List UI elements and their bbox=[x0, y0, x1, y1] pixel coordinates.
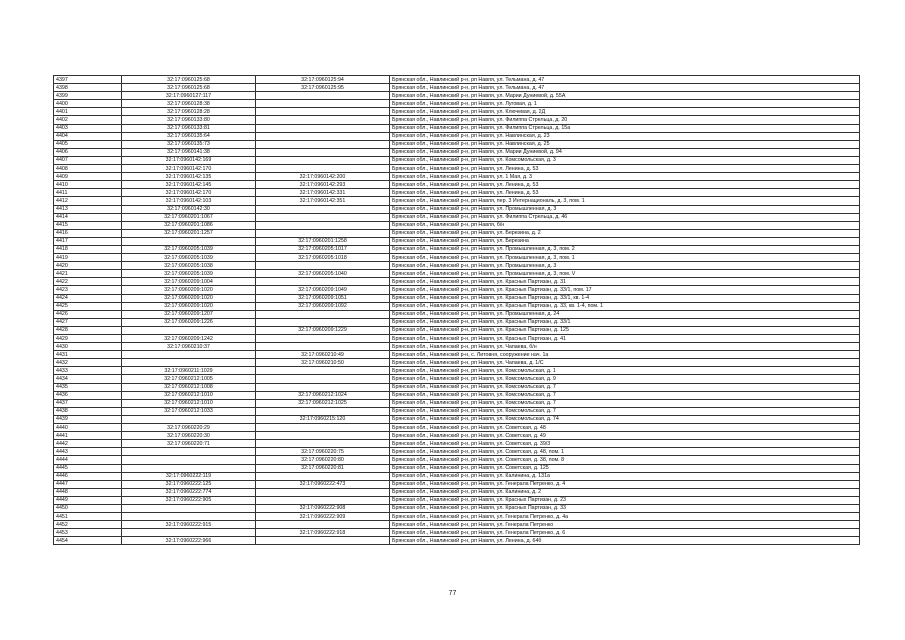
parcel-number-cell: 32:17:0960142:30 bbox=[122, 205, 256, 213]
table-row bbox=[54, 318, 860, 326]
object-number-cell: 32:17:0960125:95 bbox=[256, 84, 390, 92]
row-number-cell: 4408 bbox=[54, 165, 122, 173]
address-cell: Брянская обл., Навлинский р-н, рп Навля, ул. Филиппа Стрельца, д. 46 bbox=[390, 213, 860, 221]
row-number-cell: 4409 bbox=[54, 173, 122, 181]
parcel-number-cell: 32:17:0960205:1039 bbox=[122, 254, 256, 262]
table-row bbox=[54, 351, 860, 359]
address-cell: Брянская обл., Навлинский р-н, рп Навля, ул. Комсомольская, д. 9 bbox=[390, 375, 860, 383]
object-number-cell: 32:17:0960142:293 bbox=[256, 181, 390, 189]
address-cell: Брянская обл., Навлинский р-н, рп Навля, ул. Промышленная, д. 3, пом. 2 bbox=[390, 245, 860, 253]
parcel-number-cell: 32:17:0960128:38 bbox=[122, 100, 256, 108]
parcel-number-cell: 32:17:0960135:73 bbox=[122, 140, 256, 148]
table-row bbox=[54, 100, 860, 108]
parcel-number-cell: 32:17:0960205:1039 bbox=[122, 270, 256, 278]
row-number-cell: 4417 bbox=[54, 237, 122, 245]
parcel-number-cell: 32:17:0960210:37 bbox=[122, 343, 256, 351]
row-number-cell: 4443 bbox=[54, 448, 122, 456]
object-number-cell: 32:17:0960222:473 bbox=[256, 480, 390, 488]
table-row bbox=[54, 181, 860, 189]
parcel-number-cell: 32:17:0960127:117 bbox=[122, 92, 256, 100]
object-number-cell: 32:17:0960215:120 bbox=[256, 415, 390, 423]
parcel-number-cell bbox=[122, 351, 256, 359]
table-row bbox=[54, 270, 860, 278]
address-cell: Брянская обл., Навлинский р-н, рп Навля, ул. Красных Партизан, д. 41 bbox=[390, 335, 860, 343]
parcel-number-cell: 32:17:0960222:774 bbox=[122, 488, 256, 496]
row-number-cell: 4416 bbox=[54, 229, 122, 237]
object-number-cell bbox=[256, 156, 390, 164]
parcel-number-cell: 32:17:0960142:135 bbox=[122, 173, 256, 181]
address-cell: Брянская обл., Навлинский р-н, рп Навля, ул. Калинина, д. 2 bbox=[390, 488, 860, 496]
object-number-cell bbox=[256, 440, 390, 448]
object-number-cell bbox=[256, 367, 390, 375]
row-number-cell: 4410 bbox=[54, 181, 122, 189]
cadastral-table bbox=[53, 75, 860, 545]
row-number-cell: 4414 bbox=[54, 213, 122, 221]
address-cell: Брянская обл., Навлинский р-н, рп Навля, ул. Комсомольская, д. 7 bbox=[390, 383, 860, 391]
parcel-number-cell: 32:17:0960220:71 bbox=[122, 440, 256, 448]
object-number-cell: 32:17:0960201:1258 bbox=[256, 237, 390, 245]
row-number-cell: 4398 bbox=[54, 84, 122, 92]
address-cell: Брянская обл., Навлинский р-н, рп Навля, ул. Красных Партизан, д. 33, кв. 1-4, пом. 1 bbox=[390, 302, 860, 310]
address-cell: Брянская обл., Навлинский р-н, рп Навля, ул. Марии Дуниевой, д. 94 bbox=[390, 148, 860, 156]
address-cell: Брянская обл., Навлинский р-н, рп Навля, ул. 1 Мая, д. 3 bbox=[390, 173, 860, 181]
object-number-cell bbox=[256, 488, 390, 496]
row-number-cell: 4397 bbox=[54, 76, 122, 84]
table-row bbox=[54, 132, 860, 140]
object-number-cell bbox=[256, 229, 390, 237]
address-cell: Брянская обл., Навлинский р-н, рп Навля, ул. Красных Партизан, д. 23 bbox=[390, 496, 860, 504]
object-number-cell bbox=[256, 221, 390, 229]
address-cell: Брянская обл., Навлинский р-н, рп Навля, ул. Ленина, д. 64б bbox=[390, 537, 860, 545]
address-cell: Брянская обл., Навлинский р-н, рп Навля, ул. Тельмана, д. 47 bbox=[390, 76, 860, 84]
row-number-cell: 4405 bbox=[54, 140, 122, 148]
object-number-cell bbox=[256, 521, 390, 529]
parcel-number-cell: 32:17:0960209:1020 bbox=[122, 294, 256, 302]
parcel-number-cell: 32:17:0960201:1067 bbox=[122, 213, 256, 221]
row-number-cell: 4450 bbox=[54, 504, 122, 512]
object-number-cell: 32:17:0960220:75 bbox=[256, 448, 390, 456]
row-number-cell: 4415 bbox=[54, 221, 122, 229]
table-row bbox=[54, 294, 860, 302]
table-row bbox=[54, 76, 860, 84]
object-number-cell: 32:17:0960125:94 bbox=[256, 76, 390, 84]
parcel-number-cell: 32:17:0960142:145 bbox=[122, 181, 256, 189]
parcel-number-cell: 32:17:0960220:29 bbox=[122, 424, 256, 432]
address-cell: Брянская обл., Навлинский р-н, рп Навля, ул. Советская, д. 39/3 bbox=[390, 440, 860, 448]
address-cell: Брянская обл., Навлинский р-н, рп Навля, ул. Березина, д. 2 bbox=[390, 229, 860, 237]
address-cell: Брянская обл., Навлинский р-н, рп Навля, ул. Комсомольская, д. 3 bbox=[390, 156, 860, 164]
object-number-cell: 32:17:0960210:50 bbox=[256, 359, 390, 367]
table-row bbox=[54, 262, 860, 270]
table-row bbox=[54, 343, 860, 351]
address-cell: Брянская обл., Навлинский р-н, рп Навля, ул. Красных Партизан, д. 125 bbox=[390, 326, 860, 334]
row-number-cell: 4453 bbox=[54, 529, 122, 537]
object-number-cell bbox=[256, 262, 390, 270]
address-cell: Брянская обл., Навлинский р-н, рп Навля, ул. Филиппа Стрельца, д. 20 bbox=[390, 116, 860, 124]
row-number-cell: 4432 bbox=[54, 359, 122, 367]
table-row bbox=[54, 156, 860, 164]
address-cell: Брянская обл., Навлинский р-н, рп Навля, ул. Советская, д. 49 bbox=[390, 432, 860, 440]
parcel-number-cell: 32:17:0960222:966 bbox=[122, 537, 256, 545]
object-number-cell bbox=[256, 318, 390, 326]
row-number-cell: 4428 bbox=[54, 326, 122, 334]
address-cell: Брянская обл., Навлинский р-н, рп Навля, ул. Генерала Петренко, д. 4 bbox=[390, 480, 860, 488]
object-number-cell bbox=[256, 424, 390, 432]
row-number-cell: 4448 bbox=[54, 488, 122, 496]
row-number-cell: 4437 bbox=[54, 399, 122, 407]
table-row bbox=[54, 237, 860, 245]
address-cell: Брянская обл., Навлинский р-н, рп Навля, ул. Комсомольская, д. 74 bbox=[390, 415, 860, 423]
table-row bbox=[54, 197, 860, 205]
address-cell: Брянская обл., Навлинский р-н, рп Навля, ул. Красных Партизан, д. 33/1, кв. 1-4 bbox=[390, 294, 860, 302]
address-cell: Брянская обл., Навлинский р-н, рп Навля, ул. Генерала Петренко, д. 4а bbox=[390, 513, 860, 521]
row-number-cell: 4407 bbox=[54, 156, 122, 164]
table-row bbox=[54, 472, 860, 480]
object-number-cell: 32:17:0960142:351 bbox=[256, 197, 390, 205]
table-row bbox=[54, 286, 860, 294]
table-row bbox=[54, 189, 860, 197]
page-number: 77 bbox=[448, 590, 457, 597]
row-number-cell: 4447 bbox=[54, 480, 122, 488]
row-number-cell: 4435 bbox=[54, 383, 122, 391]
address-cell: Брянская обл., Навлинский р-н, рп Навля, ул. Советская, д. 38, пом. 8 bbox=[390, 456, 860, 464]
parcel-number-cell bbox=[122, 415, 256, 423]
parcel-number-cell: 32:17:0960201:1086 bbox=[122, 221, 256, 229]
table-row bbox=[54, 504, 860, 512]
row-number-cell: 4439 bbox=[54, 415, 122, 423]
document-sheet bbox=[53, 75, 859, 545]
table-row bbox=[54, 326, 860, 334]
object-number-cell bbox=[256, 140, 390, 148]
object-number-cell bbox=[256, 148, 390, 156]
address-cell: Брянская обл., Навлинский р-н, рп Навля, ул. Березина bbox=[390, 237, 860, 245]
row-number-cell: 4449 bbox=[54, 496, 122, 504]
object-number-cell bbox=[256, 116, 390, 124]
parcel-number-cell: 32:17:0960212:1010 bbox=[122, 391, 256, 399]
address-cell: Брянская обл., Навлинский р-н, рп Навля, ул. Красных Партизан, д. 33/1, пом. 17 bbox=[390, 286, 860, 294]
row-number-cell: 4423 bbox=[54, 286, 122, 294]
object-number-cell bbox=[256, 537, 390, 545]
parcel-number-cell: 32:17:0960212:1010 bbox=[122, 399, 256, 407]
parcel-number-cell: 32:17:0960212:1005 bbox=[122, 375, 256, 383]
address-cell: Брянская обл., Навлинский р-н, рп Навля, ул. Комсомольская, д. 1 bbox=[390, 367, 860, 375]
address-cell: Брянская обл., Навлинский р-н, рп Навля, ул. Чапаева, д. 1/С bbox=[390, 359, 860, 367]
object-number-cell bbox=[256, 496, 390, 504]
parcel-number-cell: 32:17:0960135:64 bbox=[122, 132, 256, 140]
row-number-cell: 4433 bbox=[54, 367, 122, 375]
parcel-number-cell: 32:17:0960141:38 bbox=[122, 148, 256, 156]
object-number-cell bbox=[256, 132, 390, 140]
row-number-cell: 4430 bbox=[54, 343, 122, 351]
row-number-cell: 4425 bbox=[54, 302, 122, 310]
row-number-cell: 4401 bbox=[54, 108, 122, 116]
row-number-cell: 4418 bbox=[54, 245, 122, 253]
table-row bbox=[54, 513, 860, 521]
row-number-cell: 4400 bbox=[54, 100, 122, 108]
object-number-cell bbox=[256, 92, 390, 100]
object-number-cell bbox=[256, 100, 390, 108]
row-number-cell: 4427 bbox=[54, 318, 122, 326]
address-cell: Брянская обл., Навлинский р-н, рп Навля, ул. Промышленная, д. 3, пом. V bbox=[390, 270, 860, 278]
row-number-cell: 4413 bbox=[54, 205, 122, 213]
object-number-cell: 32:17:0960142:331 bbox=[256, 189, 390, 197]
table-row bbox=[54, 254, 860, 262]
object-number-cell bbox=[256, 124, 390, 132]
table-row bbox=[54, 245, 860, 253]
row-number-cell: 4434 bbox=[54, 375, 122, 383]
table-row bbox=[54, 537, 860, 545]
object-number-cell: 32:17:0960220:80 bbox=[256, 456, 390, 464]
table-row bbox=[54, 440, 860, 448]
object-number-cell bbox=[256, 310, 390, 318]
address-cell: Брянская обл., Навлинский р-н, рп Навля, ул. Советская, д. 48, пом. 1 bbox=[390, 448, 860, 456]
row-number-cell: 4429 bbox=[54, 335, 122, 343]
object-number-cell bbox=[256, 343, 390, 351]
object-number-cell: 32:17:0960142:200 bbox=[256, 173, 390, 181]
table-row bbox=[54, 84, 860, 92]
address-cell: Брянская обл., Навлинский р-н, рп Навля, ул. Навлинская, д. 25 bbox=[390, 140, 860, 148]
parcel-number-cell: 32:17:0960142:170 bbox=[122, 189, 256, 197]
object-number-cell: 32:17:0960209:1229 bbox=[256, 326, 390, 334]
table-row bbox=[54, 165, 860, 173]
row-number-cell: 4420 bbox=[54, 262, 122, 270]
parcel-number-cell: 32:17:0960222:905 bbox=[122, 496, 256, 504]
parcel-number-cell bbox=[122, 513, 256, 521]
table-row bbox=[54, 375, 860, 383]
row-number-cell: 4438 bbox=[54, 407, 122, 415]
table-row bbox=[54, 140, 860, 148]
table-row bbox=[54, 108, 860, 116]
address-cell: Брянская обл., Навлинский р-н, рп Навля, ул. Калинина, д. 131а bbox=[390, 472, 860, 480]
parcel-number-cell: 32:17:0960133:81 bbox=[122, 124, 256, 132]
object-number-cell: 32:17:0960209:1092 bbox=[256, 302, 390, 310]
object-number-cell: 32:17:0960205:1040 bbox=[256, 270, 390, 278]
row-number-cell: 4421 bbox=[54, 270, 122, 278]
row-number-cell: 4399 bbox=[54, 92, 122, 100]
table-row bbox=[54, 229, 860, 237]
parcel-number-cell bbox=[122, 359, 256, 367]
table-row bbox=[54, 173, 860, 181]
table-row bbox=[54, 456, 860, 464]
parcel-number-cell bbox=[122, 464, 256, 472]
row-number-cell: 4402 bbox=[54, 116, 122, 124]
table-body bbox=[54, 76, 860, 545]
object-number-cell: 32:17:0960212:1025 bbox=[256, 399, 390, 407]
parcel-number-cell: 32:17:0960142:170 bbox=[122, 165, 256, 173]
row-number-cell: 4422 bbox=[54, 278, 122, 286]
row-number-cell: 4452 bbox=[54, 521, 122, 529]
parcel-number-cell: 32:17:0960211:1029 bbox=[122, 367, 256, 375]
address-cell: Брянская обл., Навлинский р-н, рп Навля, ул. Комсомольская, д. 7 bbox=[390, 399, 860, 407]
parcel-number-cell: 32:17:0960222:119 bbox=[122, 472, 256, 480]
address-cell: Брянская обл., Навлинский р-н, рп Навля, ул. Советская, д. 125 bbox=[390, 464, 860, 472]
table-row bbox=[54, 302, 860, 310]
address-cell: Брянская обл., Навлинский р-н, рп Навля, ул. Красных Партизан, д. 33 bbox=[390, 504, 860, 512]
row-number-cell: 4403 bbox=[54, 124, 122, 132]
object-number-cell: 32:17:0960205:1017 bbox=[256, 245, 390, 253]
table-row bbox=[54, 391, 860, 399]
table-row bbox=[54, 116, 860, 124]
parcel-number-cell bbox=[122, 326, 256, 334]
address-cell: Брянская обл., Навлинский р-н, рп Навля, ул. Комсомольская, д. 7 bbox=[390, 407, 860, 415]
parcel-number-cell: 32:17:0960209:1004 bbox=[122, 278, 256, 286]
parcel-number-cell: 32:17:0960209:1226 bbox=[122, 318, 256, 326]
row-number-cell: 4441 bbox=[54, 432, 122, 440]
address-cell: Брянская обл., Навлинский р-н, рп Навля, ул. Луговая, д. 1 bbox=[390, 100, 860, 108]
address-cell: Брянская обл., Навлинский р-н, рп Навля, ул. Ключевая, д. 2Д bbox=[390, 108, 860, 116]
address-cell: Брянская обл., Навлинский р-н, рп Навля, ул. Генерала Петренко bbox=[390, 521, 860, 529]
table-row bbox=[54, 359, 860, 367]
parcel-number-cell bbox=[122, 448, 256, 456]
table-row bbox=[54, 399, 860, 407]
address-cell: Брянская обл., Навлинский р-н, рп Навля, ул. Ленина, д. 53 bbox=[390, 165, 860, 173]
table-row bbox=[54, 415, 860, 423]
parcel-number-cell: 32:17:0960205:1038 bbox=[122, 262, 256, 270]
object-number-cell: 32:17:0960205:1018 bbox=[256, 254, 390, 262]
address-cell: Брянская обл., Навлинский р-н, рп Навля, б/н bbox=[390, 221, 860, 229]
table-row bbox=[54, 124, 860, 132]
parcel-number-cell: 32:17:0960142:169 bbox=[122, 156, 256, 164]
object-number-cell bbox=[256, 108, 390, 116]
table-row bbox=[54, 407, 860, 415]
table-row bbox=[54, 383, 860, 391]
row-number-cell: 4442 bbox=[54, 440, 122, 448]
address-cell: Брянская обл., Навлинский р-н, рп Навля, ул. Генерала Петренко, д. 6 bbox=[390, 529, 860, 537]
row-number-cell: 4431 bbox=[54, 351, 122, 359]
address-cell: Брянская обл., Навлинский р-н, рп Навля, ул. Промышленная, д. 3, пом. 1 bbox=[390, 254, 860, 262]
row-number-cell: 4440 bbox=[54, 424, 122, 432]
address-cell: Брянская обл., Навлинский р-н, рп Навля, ул. Красных Партизан, д. 33/1 bbox=[390, 318, 860, 326]
parcel-number-cell: 32:17:0960201:1257 bbox=[122, 229, 256, 237]
object-number-cell: 32:17:0960209:1049 bbox=[256, 286, 390, 294]
table-row bbox=[54, 148, 860, 156]
table-row bbox=[54, 424, 860, 432]
address-cell: Брянская обл., Навлинский р-н, рп Навля, ул. Промышленная, д. 3 bbox=[390, 205, 860, 213]
row-number-cell: 4436 bbox=[54, 391, 122, 399]
object-number-cell: 32:17:0960222:909 bbox=[256, 513, 390, 521]
row-number-cell: 4406 bbox=[54, 148, 122, 156]
row-number-cell: 4445 bbox=[54, 464, 122, 472]
parcel-number-cell: 32:17:0960142:103 bbox=[122, 197, 256, 205]
address-cell: Брянская обл., Навлинский р-н, рп Навля, пер. 3 Интернациональ, д. 3, пом. 1 bbox=[390, 197, 860, 205]
address-cell: Брянская обл., Навлинский р-н, рп Навля, ул. Промышленная, д. 3 bbox=[390, 262, 860, 270]
table-row bbox=[54, 529, 860, 537]
object-number-cell bbox=[256, 278, 390, 286]
parcel-number-cell: 32:17:0960133:80 bbox=[122, 116, 256, 124]
parcel-number-cell: 32:17:0960209:1207 bbox=[122, 310, 256, 318]
parcel-number-cell: 32:17:0960220:30 bbox=[122, 432, 256, 440]
table-row bbox=[54, 205, 860, 213]
object-number-cell bbox=[256, 472, 390, 480]
row-number-cell: 4404 bbox=[54, 132, 122, 140]
table-row bbox=[54, 496, 860, 504]
parcel-number-cell: 32:17:0960209:1020 bbox=[122, 302, 256, 310]
address-cell: Брянская обл., Навлинский р-н, рп Навля, ул. Красных Партизан, д. 31 bbox=[390, 278, 860, 286]
address-cell: Брянская обл., Навлинский р-н, рп Навля, ул. Ленина, д. 53 bbox=[390, 181, 860, 189]
parcel-number-cell: 32:17:0960209:1020 bbox=[122, 286, 256, 294]
address-cell: Брянская обл., Навлинский р-н, рп Навля, ул. Чапаева, б/н bbox=[390, 343, 860, 351]
address-cell: Брянская обл., Навлинский р-н, рп Навля, ул. Марии Дуниевой, д. 55А bbox=[390, 92, 860, 100]
table-row bbox=[54, 213, 860, 221]
object-number-cell: 32:17:0960212:1024 bbox=[256, 391, 390, 399]
parcel-number-cell: 32:17:0960205:1039 bbox=[122, 245, 256, 253]
object-number-cell: 32:17:0960220:81 bbox=[256, 464, 390, 472]
object-number-cell bbox=[256, 335, 390, 343]
table-row bbox=[54, 488, 860, 496]
address-cell: Брянская обл., Навлинский р-н, с. Литовня, сооружение нач. 1а bbox=[390, 351, 860, 359]
address-cell: Брянская обл., Навлинский р-н, рп Навля, ул. Советская, д. 48 bbox=[390, 424, 860, 432]
object-number-cell bbox=[256, 165, 390, 173]
table-row bbox=[54, 221, 860, 229]
parcel-number-cell: 32:17:0960128:28 bbox=[122, 108, 256, 116]
row-number-cell: 4454 bbox=[54, 537, 122, 545]
object-number-cell bbox=[256, 383, 390, 391]
object-number-cell bbox=[256, 407, 390, 415]
row-number-cell: 4446 bbox=[54, 472, 122, 480]
parcel-number-cell: 32:17:0960222:125 bbox=[122, 480, 256, 488]
object-number-cell bbox=[256, 213, 390, 221]
object-number-cell: 32:17:0960210:49 bbox=[256, 351, 390, 359]
parcel-number-cell: 32:17:0960125:68 bbox=[122, 76, 256, 84]
address-cell: Брянская обл., Навлинский р-н, рп Навля, ул. Ленина, д. 53 bbox=[390, 189, 860, 197]
object-number-cell: 32:17:0960222:908 bbox=[256, 504, 390, 512]
object-number-cell bbox=[256, 432, 390, 440]
parcel-number-cell: 32:17:0960125:68 bbox=[122, 84, 256, 92]
object-number-cell: 32:17:0960222:918 bbox=[256, 529, 390, 537]
parcel-number-cell: 32:17:0960212:1008 bbox=[122, 383, 256, 391]
parcel-number-cell bbox=[122, 456, 256, 464]
row-number-cell: 4419 bbox=[54, 254, 122, 262]
row-number-cell: 4451 bbox=[54, 513, 122, 521]
row-number-cell: 4424 bbox=[54, 294, 122, 302]
table-row bbox=[54, 480, 860, 488]
parcel-number-cell: 32:17:0960222:915 bbox=[122, 521, 256, 529]
row-number-cell: 4426 bbox=[54, 310, 122, 318]
table-row bbox=[54, 448, 860, 456]
parcel-number-cell bbox=[122, 504, 256, 512]
object-number-cell bbox=[256, 205, 390, 213]
address-cell: Брянская обл., Навлинский р-н, рп Навля, ул. Тельмана, д. 47 bbox=[390, 84, 860, 92]
table-row bbox=[54, 310, 860, 318]
parcel-number-cell bbox=[122, 237, 256, 245]
row-number-cell: 4411 bbox=[54, 189, 122, 197]
table-row bbox=[54, 278, 860, 286]
parcel-number-cell: 32:17:0960212:1033 bbox=[122, 407, 256, 415]
address-cell: Брянская обл., Навлинский р-н, рп Навля, ул. Промышленная, д. 24 bbox=[390, 310, 860, 318]
object-number-cell: 32:17:0960209:1051 bbox=[256, 294, 390, 302]
table-row bbox=[54, 432, 860, 440]
address-cell: Брянская обл., Навлинский р-н, рп Навля, ул. Филиппа Стрельца, д. 15а bbox=[390, 124, 860, 132]
parcel-number-cell bbox=[122, 529, 256, 537]
address-cell: Брянская обл., Навлинский р-н, рп Навля, ул. Комсомольская, д. 7 bbox=[390, 391, 860, 399]
parcel-number-cell: 32:17:0960209:1242 bbox=[122, 335, 256, 343]
object-number-cell bbox=[256, 375, 390, 383]
row-number-cell: 4444 bbox=[54, 456, 122, 464]
table-row bbox=[54, 367, 860, 375]
table-row bbox=[54, 335, 860, 343]
table-row bbox=[54, 521, 860, 529]
table-row bbox=[54, 92, 860, 100]
table-row bbox=[54, 464, 860, 472]
address-cell: Брянская обл., Навлинский р-н, рп Навля, ул. Навлинская, д. 23 bbox=[390, 132, 860, 140]
row-number-cell: 4412 bbox=[54, 197, 122, 205]
